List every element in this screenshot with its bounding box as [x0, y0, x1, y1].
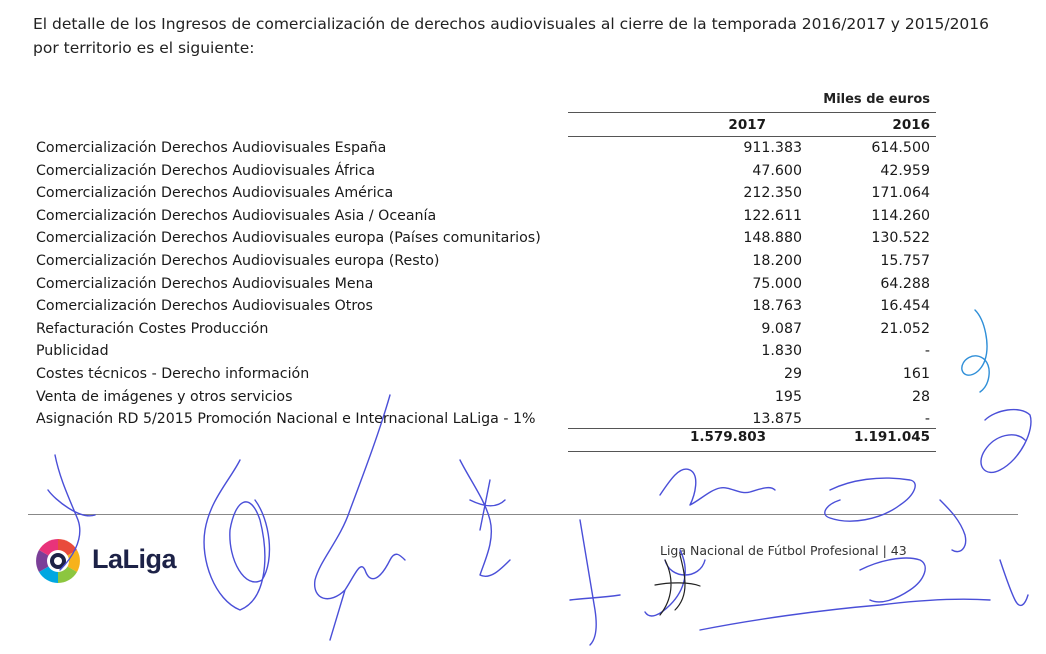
total-2016: 1.191.045: [853, 429, 930, 445]
column-header-2016: 2016: [892, 117, 930, 133]
table-row: [36, 318, 936, 341]
signature-4: [460, 460, 510, 576]
column-header-2017: 2017: [728, 117, 766, 133]
row-value-2016: 614.500: [871, 140, 930, 156]
signature-3: [315, 395, 405, 640]
intro-paragraph: El detalle de los Ingresos de comercialización de derechos audiovisuales al cierre de la temporada 2016/2017 y 2015/2016 por territorio es el siguiente:: [33, 15, 990, 57]
row-value-2017: 148.880: [743, 230, 802, 247]
row-label: Comercialización Derechos Audiovisuales Asia / Oceanía: [36, 207, 437, 224]
table-row: [36, 363, 936, 386]
signature-11: [940, 500, 966, 552]
row-label: Costes técnicos - Derecho información: [36, 365, 310, 382]
revenue-table: [36, 137, 936, 431]
row-label: Comercialización Derechos Audiovisuales España: [36, 140, 387, 156]
signature-2: [204, 460, 269, 610]
table-row: [36, 295, 936, 318]
signature-10: [981, 410, 1031, 473]
row-value-2017: 1.830: [761, 343, 802, 360]
signature-6: [645, 550, 705, 616]
header-rule: [568, 112, 936, 113]
row-value-2016: 64.288: [880, 275, 930, 292]
row-label: Comercialización Derechos Audiovisuales América: [36, 185, 394, 202]
row-value-2017: 47.600: [752, 162, 802, 179]
row-value-2016: 171.064: [871, 185, 930, 202]
row-label: Comercialización Derechos Audiovisuales Mena: [36, 275, 374, 292]
row-value-2017: 75.000: [752, 275, 802, 292]
row-value-2016: -: [924, 343, 930, 360]
row-value-2016: 21.052: [880, 320, 930, 337]
row-label: Asignación RD 5/2015 Promoción Nacional e Internacional LaLiga - 1%: [36, 411, 536, 428]
footer-divider: [28, 514, 1018, 515]
table-row: [36, 205, 936, 228]
row-value-2017: 195: [774, 388, 802, 405]
row-value-2017: 911.383: [743, 140, 802, 156]
row-value-2017: 29: [783, 365, 802, 382]
signature-5: [570, 520, 620, 645]
table-row: [36, 386, 936, 409]
total-bottom-rule: [568, 451, 936, 452]
row-value-2017: 18.200: [752, 252, 802, 269]
row-value-2016: 114.260: [871, 207, 930, 224]
signature-14: [962, 310, 989, 392]
table-row: [36, 227, 936, 250]
footer-org-name: Liga Nacional de Fútbol Profesional: [660, 543, 879, 558]
row-label: Comercialización Derechos Audiovisuales Otros: [36, 298, 373, 315]
row-label: Refacturación Costes Producción: [36, 320, 269, 337]
logo-wordmark: LaLiga: [92, 544, 177, 574]
signature-15: [655, 555, 700, 615]
row-value-2016: 130.522: [871, 230, 930, 247]
row-label: Comercialización Derechos Audiovisuales europa (Resto): [36, 252, 440, 269]
table-row: [36, 273, 936, 296]
page-number: 43: [890, 543, 907, 558]
signature-7: [660, 469, 775, 505]
row-value-2016: 28: [911, 388, 930, 405]
row-value-2017: 13.875: [752, 411, 802, 428]
row-value-2017: 18.763: [752, 298, 802, 315]
table-row: [36, 182, 936, 205]
table-row: [36, 250, 936, 273]
footer-separator: |: [882, 543, 887, 558]
row-value-2017: 122.611: [743, 207, 802, 224]
table-row: [36, 340, 936, 363]
row-value-2016: 16.454: [880, 298, 930, 315]
row-value-2016: 42.959: [880, 162, 930, 179]
signature-13: [1000, 560, 1028, 605]
table-row: [36, 160, 936, 183]
row-label: Publicidad: [36, 343, 109, 360]
row-value-2016: 161: [902, 365, 930, 382]
signature-12: [860, 558, 925, 602]
table-row: [36, 137, 936, 160]
row-value-2016: 15.757: [880, 252, 930, 269]
row-value-2017: 9.087: [761, 320, 802, 337]
row-label: Comercialización Derechos Audiovisuales África: [36, 162, 376, 179]
row-label: Comercialización Derechos Audiovisuales europa (Países comunitarios): [36, 230, 541, 247]
units-label: Miles de euros: [823, 92, 930, 107]
signature-9: [700, 599, 990, 630]
total-2017: 1.579.803: [689, 429, 766, 445]
footer-text: [660, 543, 907, 558]
row-value-2016: -: [924, 411, 930, 428]
row-label: Venta de imágenes y otros servicios: [36, 388, 293, 405]
row-value-2017: 212.350: [743, 185, 802, 202]
